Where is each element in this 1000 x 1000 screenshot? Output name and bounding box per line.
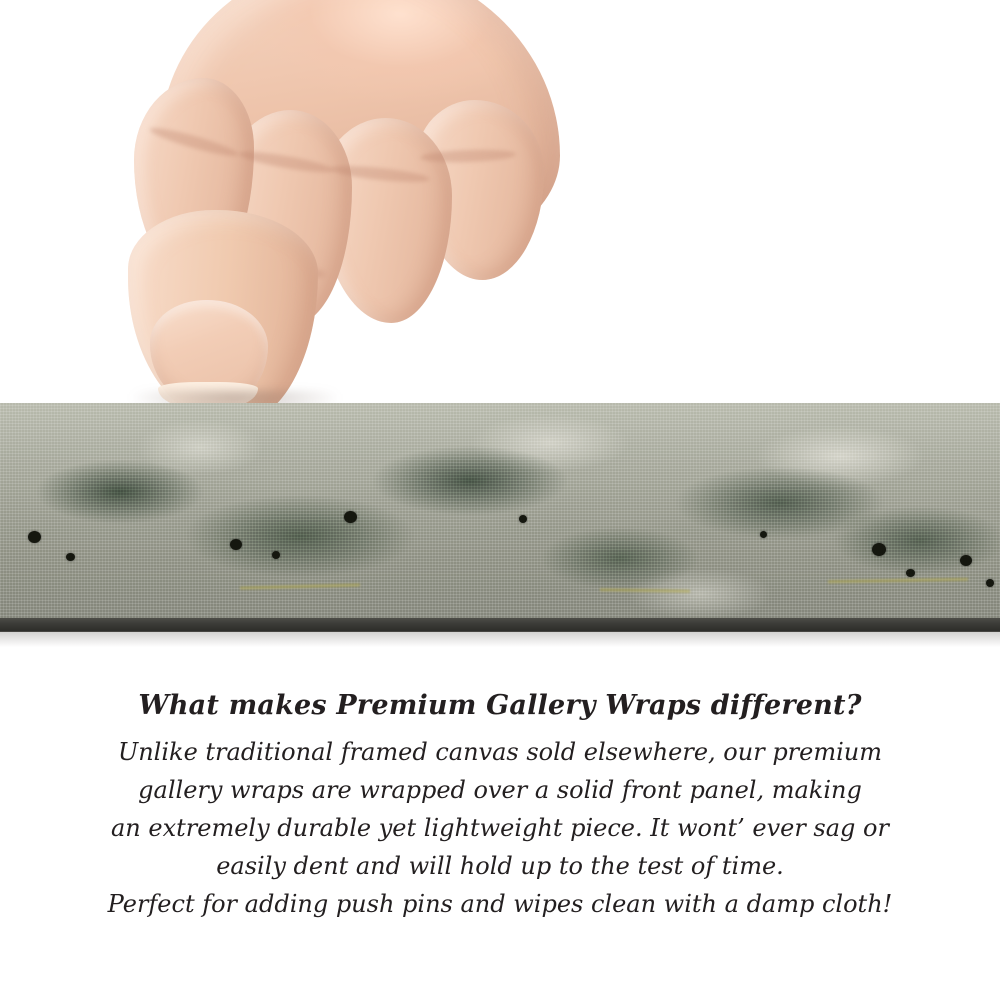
caption-line: Unlike traditional framed canvas sold elsewhere, our premium: [117, 738, 882, 766]
paint-speck: [986, 579, 994, 587]
canvas-bottom-edge: [0, 618, 1000, 632]
caption-line: Perfect for adding push pins and wipes clean with a damp cloth!: [107, 890, 893, 918]
canvas-drop-shadow: [0, 631, 1000, 647]
paint-speck: [272, 551, 280, 559]
paint-speck: [760, 531, 767, 538]
paint-speck: [28, 531, 41, 543]
caption-block: [0, 690, 1000, 923]
canvas-wrap-edge: [0, 403, 1000, 625]
paint-speck: [344, 511, 357, 523]
caption-heading: What makes Premium Gallery Wraps different?: [138, 690, 862, 721]
paint-speck: [872, 543, 886, 556]
caption-line: an extremely durable yet lightweight piece. It wont’ ever sag or: [111, 814, 889, 842]
caption-line: gallery wraps are wrapped over a solid front panel, making: [138, 776, 862, 804]
paint-speck: [906, 569, 915, 577]
paint-speck: [230, 539, 242, 550]
paint-speck: [519, 515, 527, 523]
paint-speck: [960, 555, 972, 566]
hand-illustration: [120, 0, 580, 430]
caption-line: easily dent and will hold up to the test of time.: [216, 852, 784, 880]
paint-speck: [66, 553, 75, 561]
canvas-weave-texture: [0, 403, 1000, 625]
